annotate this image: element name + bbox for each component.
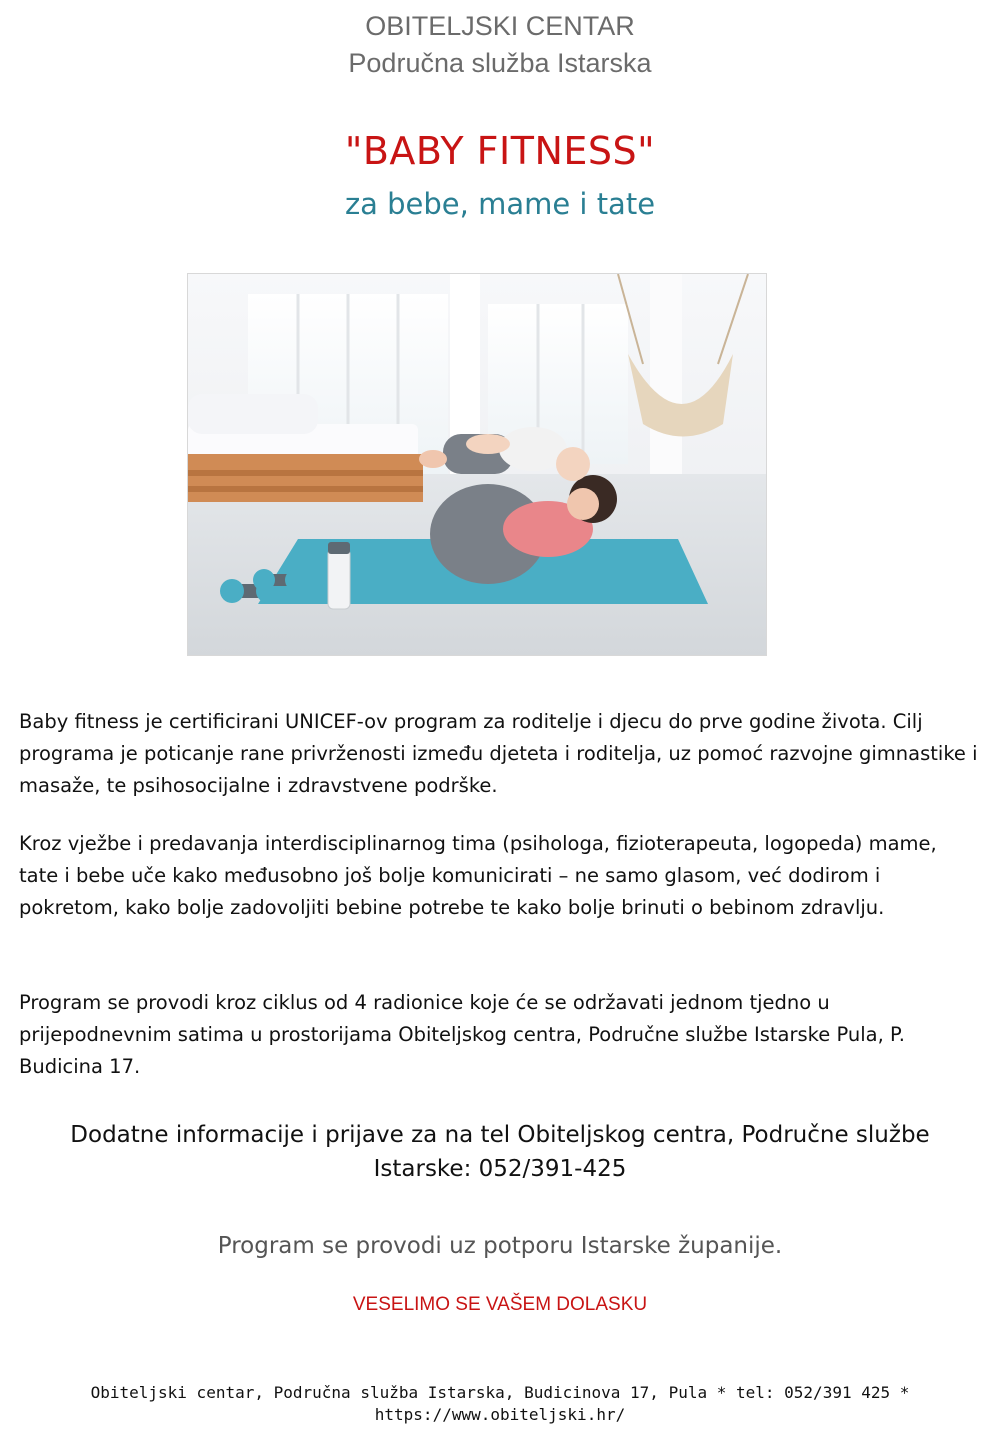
mother-baby-yoga-photo xyxy=(187,273,767,656)
description-paragraph: Program se provodi kroz ciklus od 4 radionice koje će se održavati jednom tjedno u prijepodnevnim satima u prostorijama Obiteljskog centra, Područne službe Istarske Pula, P. Budicina 17. xyxy=(19,991,905,1078)
water-bottle xyxy=(328,549,350,609)
footer-address: Obiteljski centar, Područna služba Istarska, Budicinova 17, Pula * tel: 052/391 425 * xyxy=(90,1383,910,1402)
footer-website-link[interactable]: https://www.obiteljski.hr/ xyxy=(374,1405,626,1424)
description-paragraph: Kroz vježbe i predavanja interdisciplinarnog tima (psihologa, fizioterapeuta, logopeda) mame, tate i bebe uče kako međusobno još bolje komunicirati – ne samo glasom, već dodirom i pokretom, kako bolje zadovoljiti bebine potrebe te kako bolje brinuti o bebinom zdravlju. xyxy=(19,832,937,919)
contact-info: Dodatne informacije i prijave za na tel Obiteljskog centra, Područne službe Istarske: 052/391-425 xyxy=(70,1122,930,1182)
baby-head xyxy=(556,447,590,481)
welcome-message: VESELIMO SE VAŠEM DOLASKU xyxy=(352,1294,648,1315)
footer xyxy=(0,1382,1000,1426)
bed-frame xyxy=(188,454,423,502)
description-paragraph: Baby fitness je certificirani UNICEF-ov program za roditelje i djecu do prve godine života. Cilj programa je poticanje rane privrženosti između djeteta i roditelja, uz pomoć razvojne gimnastike i masaže, te psihosocijalne i zdravstvene podrške. xyxy=(19,710,978,797)
page-title: "BABY FITNESS" xyxy=(344,129,656,173)
page-subtitle: za bebe, mame i tate xyxy=(344,187,656,221)
org-name: OBITELJSKI CENTAR xyxy=(365,11,635,41)
support-note: Program se provodi uz potporu Istarske županije. xyxy=(217,1233,783,1259)
photo-illustration xyxy=(188,274,766,655)
org-branch: Područna služba Istarska xyxy=(348,48,652,78)
